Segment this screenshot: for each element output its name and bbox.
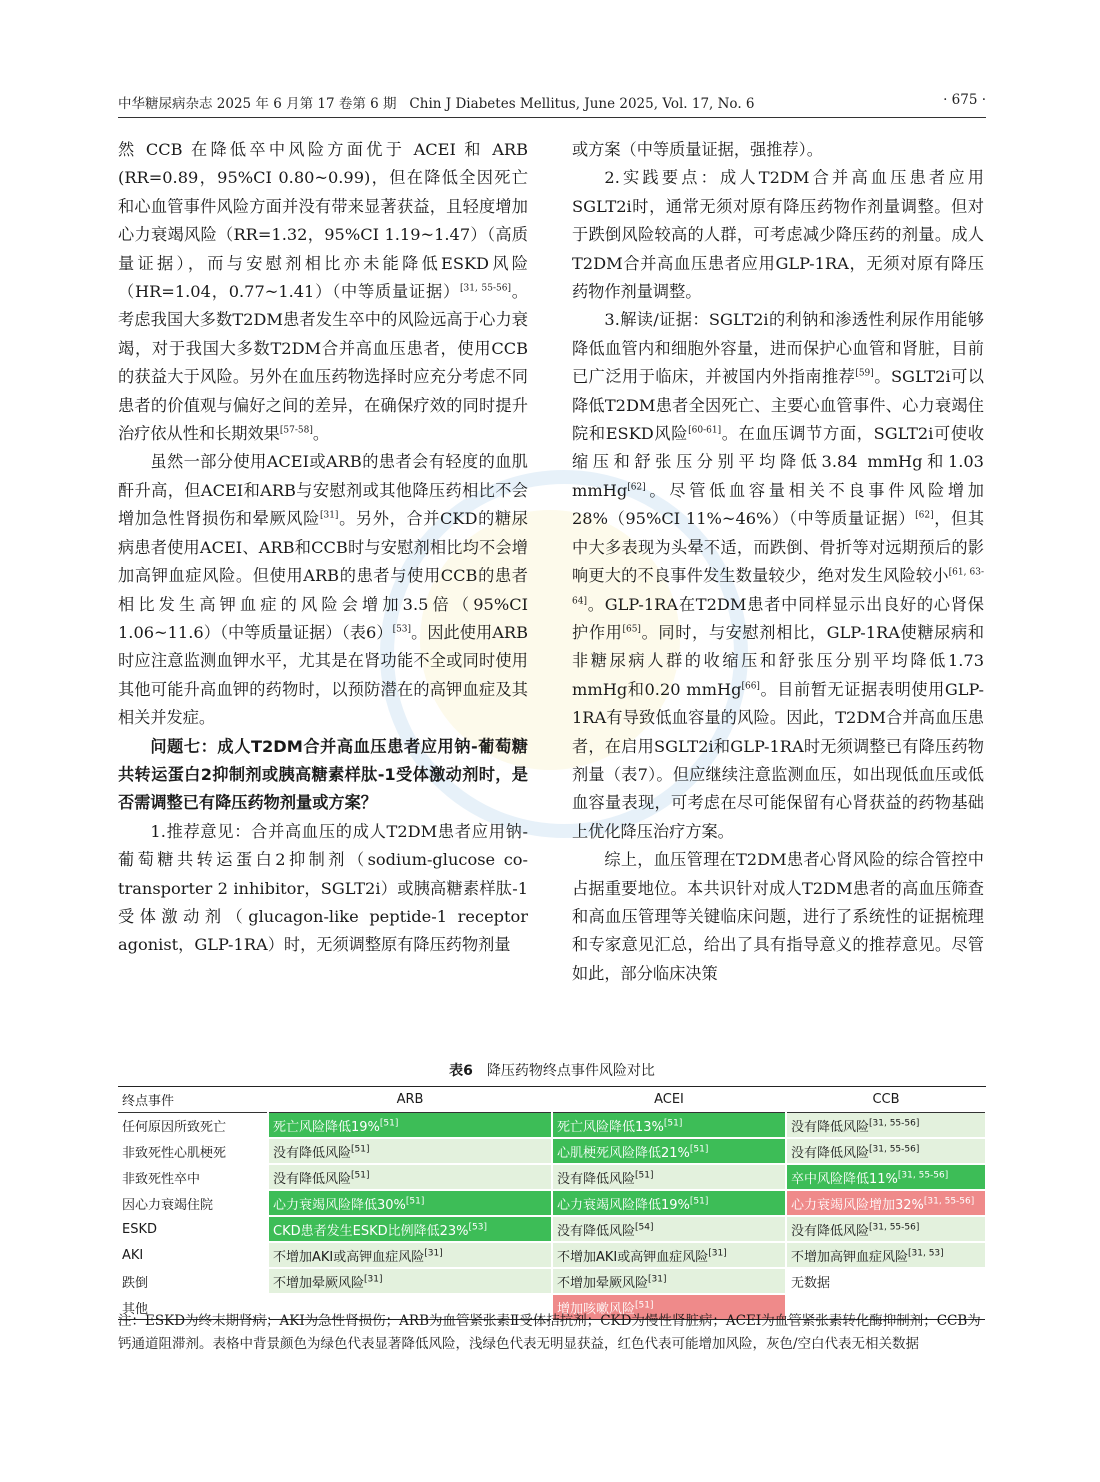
- paragraph: 3.解读/证据：SGLT2i的利钠和渗透性利尿作用能够降低血管内和细胞外容量，进而保护心血管和肾脏，目前已广泛用于临床，并被国内外指南推荐[59]。SGLT2i可以降低T2DM患者全因死亡、主要心血管事件、心力衰竭住院和ESKD风险[60-61]。在血压调节方面，SGLT2i可使收缩压和舒张压分别平均降低3.84 mmHg和1.03 mmHg[62]。尽管低血容量相关不良事件风险增加28%（95%CI 11%~46%）（中等质量证据）[62]，但其中大多表现为头晕不适，而跌倒、骨折等对远期预后的影响更大的不良事件发生数量较少，绝对发生风险较小[61, 63-64]。GLP-1RA在T2DM患者中同样显示出良好的心肾保护作用[65]。同时，与安慰剂相比，GLP-1RA使糖尿病和非糖尿病人群的收缩压和舒张压分别平均降低1.73 mmHg和0.20 mmHg[66]。目前暂无证据表明使用GLP-1RA有导致低血容量的风险。因此，T2DM合并高血压患者，在启用SGLT2i和GLP-1RA时无须调整已有降压药物剂量（表7）。但应继续注意监测血压，如出现低血压或低血容量表现，可考虑在尽可能保留有心肾获益的药物基础上优化降压治疗方案。: [572, 310, 985, 841]
- risk-cell: 没有降低风险[51]: [268, 1138, 552, 1164]
- page-number: · 675 ·: [943, 92, 986, 108]
- table-caption: [118, 1060, 986, 1080]
- table-row: [118, 1138, 986, 1164]
- table-row: [118, 1242, 986, 1268]
- risk-cell: 死亡风险降低19%[51]: [268, 1113, 552, 1139]
- column-header: CCB: [786, 1087, 986, 1113]
- risk-cell: 心力衰竭风险降低30%[51]: [268, 1190, 552, 1216]
- table-row: [118, 1190, 986, 1216]
- journal-en: Chin J Diabetes Mellitus, June 2025, Vol. 17, No. 6: [409, 96, 755, 112]
- paragraph: 或方案（中等质量证据，强推荐）。: [572, 140, 823, 159]
- left-column: [118, 136, 528, 960]
- table-title: 降压药物终点事件风险对比: [486, 1063, 655, 1079]
- table-row: [118, 1216, 986, 1242]
- paragraph: 1.推荐意见：合并高血压的成人T2DM患者应用钠-葡萄糖共转运蛋白2抑制剂（sodium-glucose co-transporter 2 inhibitor，SGLT2i）或胰高糖素样肽-1受体激动剂（glucagon-like peptide-1 receptor agonist，GLP-1RA）时，无须调整原有降压药物剂量: [118, 821, 528, 955]
- event-cell: 其他: [118, 1294, 268, 1320]
- paragraph: 综上，血压管理在T2DM患者心肾风险的综合管控中占据重要地位。本共识针对成人T2DM患者的高血压筛查和高血压管理等关键临床问题，进行了系统性的证据梳理和专家意见汇总，给出了具有指导意义的推荐意见。尽管如此，部分临床决策: [572, 850, 984, 983]
- risk-cell: 死亡风险降低13%[51]: [552, 1113, 786, 1139]
- table-note: 注：ESKD为终末期肾病；AKI为急性肾损伤；ARB为血管紧张素Ⅱ受体拮抗剂；CKD为慢性肾脏病；ACEI为血管紧张素转化酶抑制剂；CCB为钙通道阻滞剂。表格中背景颜色为绿色代表显著降低风险，浅绿色代表无明显获益，红色代表可能增加风险，灰色/空白代表无相关数据: [118, 1313, 981, 1352]
- table-row: [118, 1164, 986, 1190]
- table-row: [118, 1113, 986, 1139]
- right-column: [572, 136, 984, 988]
- risk-cell: 没有降低风险[51]: [268, 1164, 552, 1190]
- column-header: ARB: [268, 1087, 552, 1113]
- paragraph: 虽然一部分使用ACEI或ARB的患者会有轻度的血肌酐升高，但ACEI和ARB与安慰剂或其他降压药相比不会增加急性肾损伤和晕厥风险[31]。另外，合并CKD的糖尿病患者使用ACEI、ARB和CCB时与安慰剂相比均不会增加高钾血症风险。但使用ARB的患者与使用CCB的患者相比发生高钾血症的风险会增加3.5倍（95%CI 1.06~11.6）（中等质量证据）（表6）[53]。因此使用ARB时应注意监测血钾水平，尤其是在肾功能不全或同时使用其他可能升高血钾的药物时，以预防潜在的高钾血症及其相关并发症。: [118, 452, 528, 728]
- paragraph: 然 CCB 在降低卒中风险方面优于 ACEI 和 ARB (RR=0.89，95%CI 0.80~0.99)，但在降低全因死亡和心血管事件风险方面并没有带来显著获益，且轻度增加心力衰竭风险（RR=1.32，95%CI 1.19~1.47）（高质量证据），而与安慰剂相比亦未能降低ESKD风险（HR=1.04，0.77~1.41）（中等质量证据）[31, 55-56]。考虑我国大多数T2DM患者发生卒中的风险远高于心力衰竭，对于我国大多数T2DM合并高血压患者，使用CCB的获益大于风险。另外在血压药物选择时应充分考虑不同患者的价值观与偏好之间的差异，在确保疗效的同时提升治疗依从性和长期效果[57-58]。: [118, 140, 528, 444]
- header-rule: [118, 117, 986, 118]
- risk-cell: 心力衰竭风险降低19%[51]: [552, 1190, 786, 1216]
- event-cell: 跌倒: [118, 1268, 268, 1294]
- column-header: 终点事件: [118, 1087, 268, 1113]
- event-cell: 任何原因所致死亡: [118, 1113, 268, 1139]
- risk-cell: 不增加AKI或高钾血症风险[31]: [268, 1242, 552, 1268]
- event-cell: 非致死性卒中: [118, 1164, 268, 1190]
- risk-cell: 不增加晕厥风险[31]: [268, 1268, 552, 1294]
- risk-cell: CKD患者发生ESKD比例降低23%[53]: [268, 1216, 552, 1242]
- risk-cell: 卒中风险降低11%[31, 55-56]: [786, 1164, 986, 1190]
- paragraph: 2.实践要点：成人T2DM合并高血压患者应用SGLT2i时，通常无须对原有降压药物作剂量调整。但对于跌倒风险较高的人群，可考虑减少降压药的剂量。成人T2DM合并高血压患者应用GLP-1RA，无须对原有降压药物作剂量调整。: [572, 168, 984, 302]
- risk-cell: 不增加高钾血症风险[31, 53]: [786, 1242, 986, 1268]
- risk-cell: 不增加AKI或高钾血症风险[31]: [552, 1242, 786, 1268]
- journal-cn: 中华糖尿病杂志 2025 年 6 月第 17 卷第 6 期: [118, 96, 397, 112]
- risk-cell: 不增加晕厥风险[31]: [552, 1268, 786, 1294]
- table-6: [118, 1086, 987, 1320]
- risk-cell: 没有降低风险[51]: [552, 1164, 786, 1190]
- table-label: 表6: [449, 1063, 473, 1079]
- risk-cell: 无数据: [786, 1268, 986, 1294]
- risk-cell: 心力衰竭风险增加32%[31, 55-56]: [786, 1190, 986, 1216]
- risk-cell: 没有降低风险[31, 55-56]: [786, 1216, 986, 1242]
- table-row: [118, 1268, 986, 1294]
- risk-cell: 没有降低风险[54]: [552, 1216, 786, 1242]
- question-heading: 问题七：成人T2DM合并高血压患者应用钠-葡萄糖共转运蛋白2抑制剂或胰高糖素样肽-1受体激动剂时，是否需调整已有降压药物剂量或方案？: [118, 736, 528, 813]
- event-cell: ESKD: [118, 1216, 268, 1242]
- risk-cell: 没有降低风险[31, 55-56]: [786, 1113, 986, 1139]
- risk-cell: 增加咳嗽风险[51]: [552, 1294, 786, 1320]
- risk-cell: 心肌梗死风险降低21%[51]: [552, 1138, 786, 1164]
- event-cell: 因心力衰竭住院: [118, 1190, 268, 1216]
- event-cell: AKI: [118, 1242, 268, 1268]
- risk-cell: 没有降低风险[31, 55-56]: [786, 1138, 986, 1164]
- event-cell: 非致死性心肌梗死: [118, 1138, 268, 1164]
- column-header: ACEI: [552, 1087, 786, 1113]
- table-header-row: [118, 1087, 986, 1113]
